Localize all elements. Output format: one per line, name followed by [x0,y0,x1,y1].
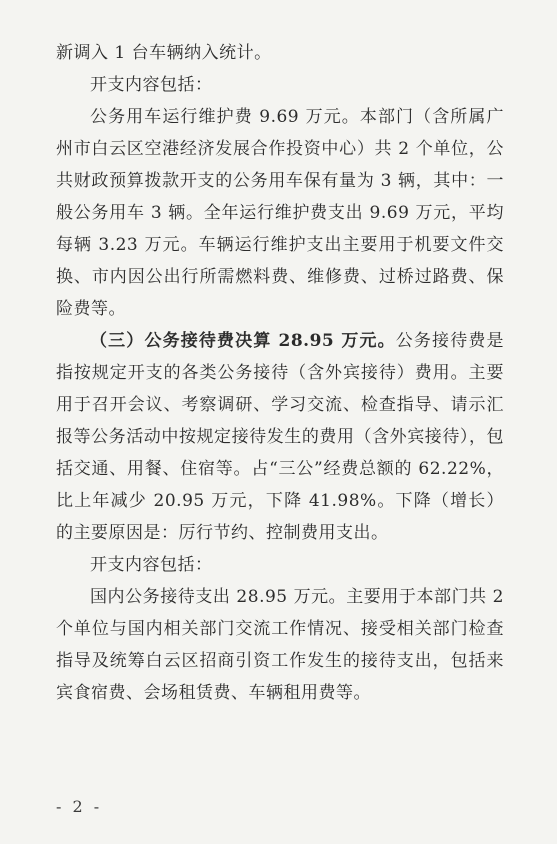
paragraph-domestic-reception: 国内公务接待支出 28.95 万元。主要用于本部门共 2 个单位与国内相关部门交流工作情况、接受相关部门检查指导及统筹白云区招商引资工作发生的接待支出，包括来宾食宿费、会场租赁费、车辆租用费等。 [56,587,504,703]
document-body [56,37,504,709]
page-number: - 2 - [56,797,103,816]
paragraph-vehicle-maintenance: 公务用车运行维护费 9.69 万元。本部门（含所属广州市白云区空港经济发展合作投资中心）共 2 个单位，公共财政预算拨款开支的公务用车保有量为 3 辆，其中：一般公务用车 3 辆。全年运行维护费支出 9.69 万元，平均每辆 3.23 万元。车辆运行维护支出主要用于机要文件交换、市内因公出行所需燃料费、维修费、过桥过路费、保险费等。 [56,107,504,319]
section-heading-reception: （三）公务接待费决算 28.95 万元。 [90,331,396,351]
paragraph-reception-expenses [56,325,504,549]
paragraph-expense-content-label-2: 开支内容包括： [90,555,213,575]
paragraph-expense-content-label-1: 开支内容包括： [90,75,213,95]
paragraph-vehicle-count-note: 新调入 1 台车辆纳入统计。 [56,43,272,63]
reception-expenses-body: 公务接待费是指按规定开支的各类公务接待（含外宾接待）费用。主要用于召开会议、考察调研、学习交流、检查指导、请示汇报等公务活动中按规定接待发生的费用（含外宾接待），包括交通、用餐、住宿等。占“三公”经费总额的 62.22%，比上年减少 20.95 万元，下降 41.98%。下降（增长）的主要原因是：厉行节约、控制费用支出。 [56,331,504,543]
